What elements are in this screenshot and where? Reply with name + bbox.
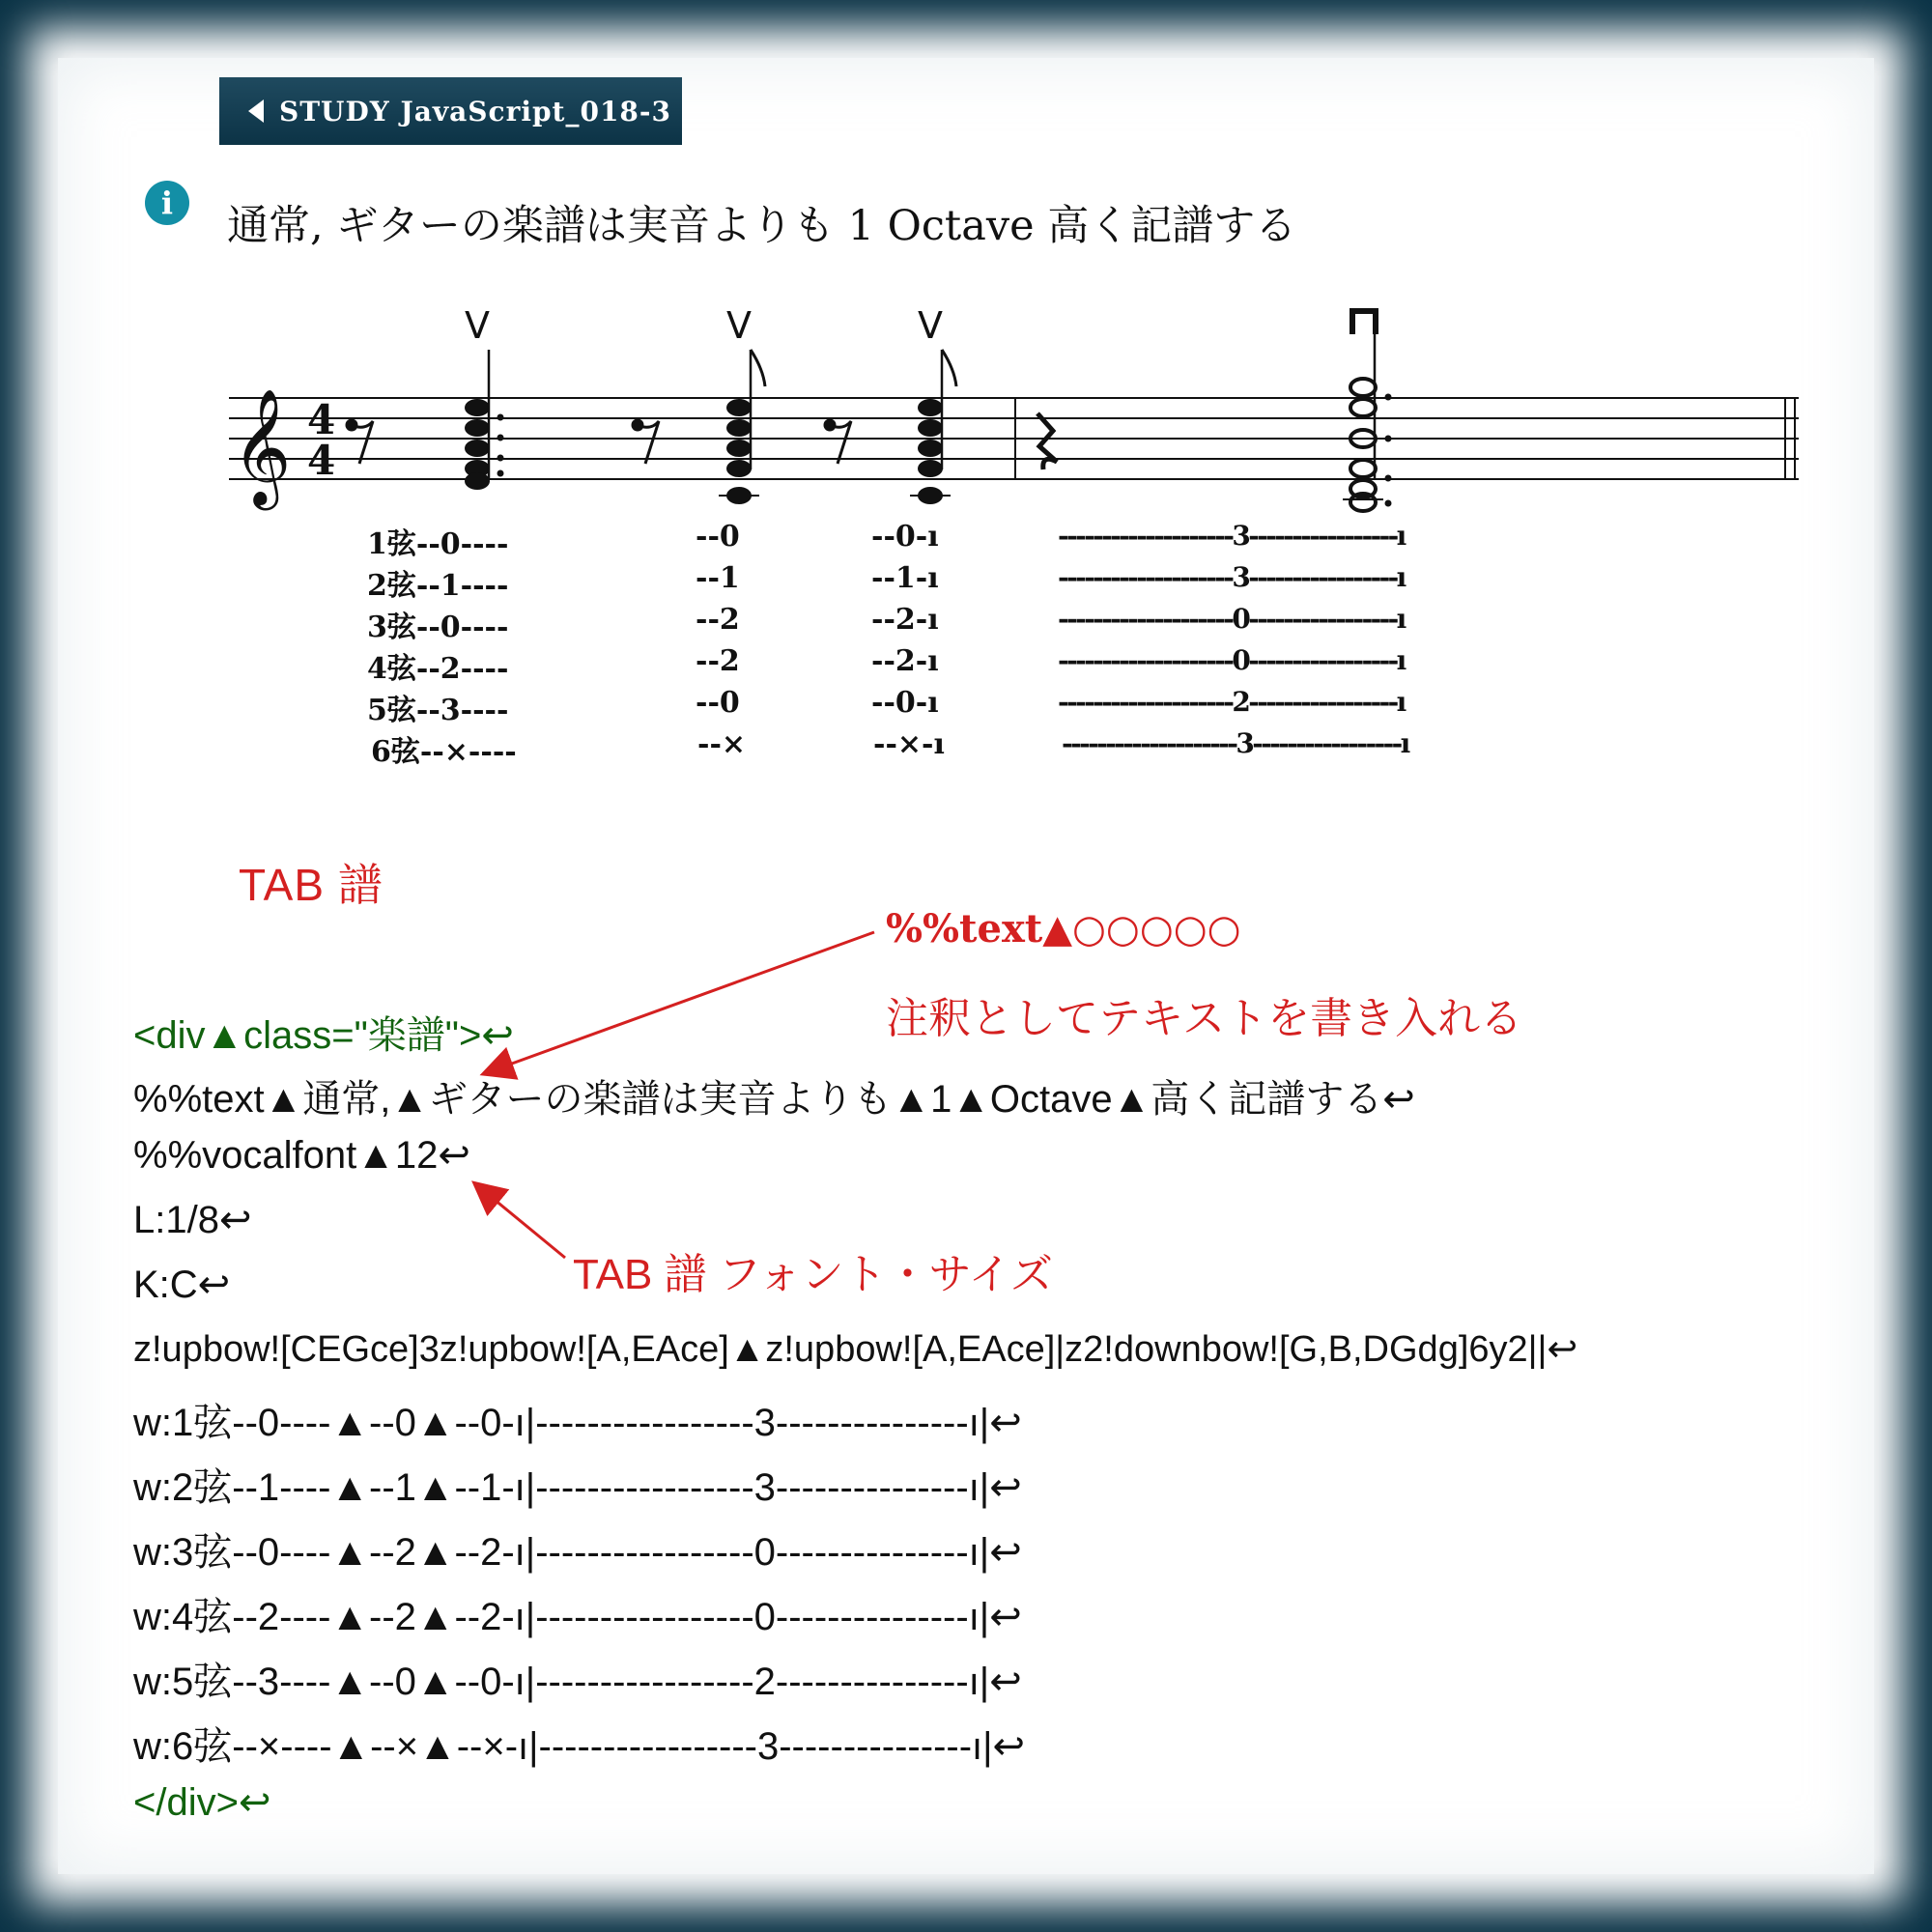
upbow-mark-2: V (726, 304, 752, 347)
info-icon-glyph: i (160, 185, 174, 221)
code-line-w3: w:3弦--0----▲--2▲--2-ı|-----------------0---------------ı|↩ (133, 1531, 1022, 1574)
code-line-w1: w:1弦--0----▲--0▲--0-ı|-----------------3---------------ı|↩ (133, 1402, 1022, 1444)
tab-row-2-col-1: 2弦--1---- (367, 569, 509, 603)
tab-row-3-col-2: --2 (696, 603, 740, 637)
code-line-div-close: </div>↩ (133, 1781, 271, 1824)
tab-row-2-col-2: --1 (696, 561, 740, 595)
tab-row-5-col-4: --------------------2-----------------ı (1058, 686, 1405, 718)
code-line-notes: z!upbow![CEGce]3z!upbow![A,EAce]▲z!upbow![A,EAce]|z2!downbow![G,B,DGdg]6y2||↩ (133, 1329, 1578, 1370)
tab-row-1-col-2: --0 (696, 520, 740, 554)
tab-row-1-col-3: --0-ı (871, 520, 939, 554)
tab-row-3-col-1: 3弦--0---- (367, 611, 509, 644)
annotation-font-size: TAB 譜 フォント・サイズ (573, 1251, 1054, 1298)
arrow-to-vocalfont-line (478, 1186, 565, 1258)
tab-label: TAB 譜 (239, 860, 384, 910)
code-line-w5: w:5弦--3----▲--0▲--0-ı|-----------------2---------------ı|↩ (133, 1661, 1022, 1703)
code-line-vocalfont: %%vocalfont▲12↩ (133, 1134, 470, 1177)
annotation-text-command: %%text▲○○○○○ (886, 906, 1241, 952)
tab-row-1-col-1: 1弦--0---- (367, 527, 509, 561)
treble-clef-icon: 𝄞 (232, 387, 292, 505)
tab-row-3-col-4: --------------------0-----------------ı (1058, 603, 1405, 635)
code-line-w6: w:6弦--×----▲--×▲--×-ı|-----------------3---------------ı|↩ (133, 1725, 1026, 1768)
code-line-div-open: <div▲class="楽譜">↩ (133, 1014, 514, 1057)
tab-row-5-col-2: --0 (696, 686, 740, 720)
tab-row-4-col-2: --2 (696, 644, 740, 678)
tab-row-5-col-3: --0-ı (871, 686, 939, 720)
code-line-length: L:1/8↩ (133, 1199, 252, 1241)
tab-row-1-col-4: --------------------3-----------------ı (1058, 520, 1405, 552)
annotation-text-description: 注釈としてテキストを書き入れる (886, 995, 1523, 1042)
tab-row-2-col-3: --1-ı (871, 561, 939, 595)
upbow-mark-3: V (918, 304, 943, 347)
tab-row-4-col-1: 4弦--2---- (367, 652, 509, 686)
tab-row-4-col-4: --------------------0-----------------ı (1058, 644, 1405, 676)
note-title: 通常, ギターの楽譜は実音よりも 1 Octave 高く記譜する (227, 202, 1297, 250)
code-line-w4: w:4弦--2----▲--2▲--2-ı|-----------------0---------------ı|↩ (133, 1596, 1022, 1638)
study-banner-label: STUDY JavaScript_018-3 (279, 95, 672, 128)
code-line-w2: w:2弦--1----▲--1▲--1-ı|-----------------3---------------ı|↩ (133, 1466, 1022, 1509)
tab-row-2-col-4: --------------------3-----------------ı (1058, 561, 1405, 593)
upbow-mark-1: V (465, 304, 490, 347)
tab-row-6-col-1: 6弦--×---- (371, 735, 517, 769)
time-signature-top: 4 (307, 396, 336, 443)
tab-row-6-col-2: --× (697, 727, 747, 761)
code-line-text: %%text▲通常,▲ギターの楽譜は実音よりも▲1▲Octave▲高く記譜する↩ (133, 1078, 1415, 1121)
tab-row-3-col-3: --2-ı (871, 603, 939, 637)
time-signature-bottom: 4 (307, 437, 336, 484)
tab-row-4-col-3: --2-ı (871, 644, 939, 678)
tab-row-6-col-3: --×-ı (873, 727, 945, 761)
tab-row-5-col-1: 5弦--3---- (367, 694, 509, 727)
code-line-key: K:C↩ (133, 1264, 231, 1306)
arrow-to-text-line (488, 932, 874, 1072)
tab-row-6-col-4: --------------------3-----------------ı (1062, 727, 1408, 759)
